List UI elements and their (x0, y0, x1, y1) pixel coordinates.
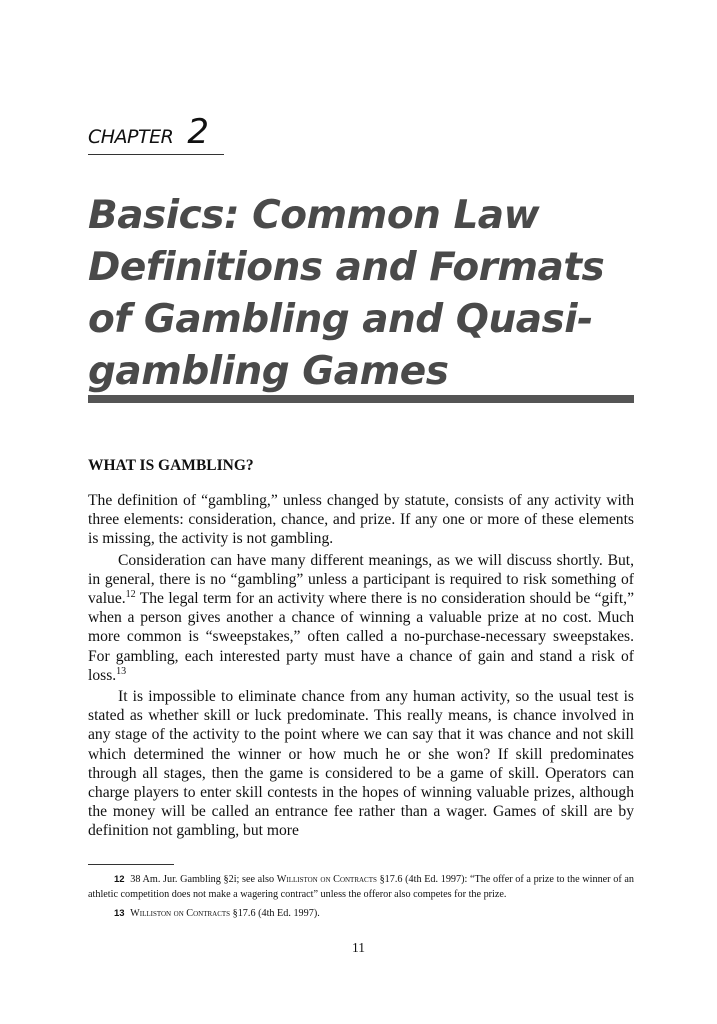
footnote-13 (88, 906, 634, 921)
title-line: gambling Games (88, 349, 449, 394)
chapter-number: 2 (187, 112, 209, 152)
paragraph-1: The definition of “gambling,” unless changed by statute, consists of any activity with three elements: consideration, chance, and prize. If any one or more of these elements is missing, the activity is not gambling. (88, 492, 634, 548)
footnote-text-pre: 38 Am. Jur. Gambling §2i; see also (130, 874, 277, 885)
footnote-citation: Williston on Contracts (130, 908, 231, 919)
paragraph-2-part-a: Consideration can have many different meanings, as we will discuss shortly. But, in general, there is no “gambling” unless a participant is required to risk something of value. (88, 551, 634, 608)
footnote-ref-12[interactable]: 12 (125, 588, 136, 600)
chapter-title (88, 190, 648, 398)
title-line: Definitions and Formats (88, 245, 605, 290)
title-divider (88, 395, 634, 403)
footnote-text-post: §17.6 (4th Ed. 1997): “The offer of a prize to the winner of an athletic competition does not make a wagering contract” unless the offeror also competes for the prize. (88, 874, 634, 900)
footnote-number: 13 (114, 908, 125, 919)
body-text (88, 491, 634, 841)
footnote-text-post: §17.6 (4th Ed. 1997). (230, 908, 320, 919)
title-line: Basics: Common Law (88, 193, 540, 238)
paragraph-3: It is impossible to eliminate chance from any human activity, so the usual test is stated as whether skill or luck predominate. This really means, is chance involved in any stage of the activity to the point where we can say that it was chance and not skill which determined the winner or how much he or she won? If skill predominates through all stages, then the game is considered to be a game of skill. Operators can charge players to enter skill contests in the hopes of winning valuable prizes, although the money will be called an entrance fee rather than a wager. Games of skill are by definition not gambling, but more (88, 688, 634, 840)
footnote-divider (88, 864, 174, 865)
title-line: of Gambling and Quasi- (88, 297, 593, 342)
page-number: 11 (352, 940, 365, 955)
footnote-number: 12 (114, 874, 125, 885)
paragraph-2 (88, 551, 634, 685)
footnotes (88, 872, 634, 925)
footnote-12 (88, 872, 634, 902)
section-heading: WHAT IS GAMBLING? (88, 457, 254, 474)
footnote-citation: Williston on Contracts (276, 874, 377, 885)
footnote-ref-13[interactable]: 13 (116, 665, 127, 677)
chapter-label (88, 112, 224, 155)
paragraph-2-part-b: The legal term for an activity where there is no consideration should be “gift,” when a person gives another a chance of winning a valuable prize at no cost. Much more common is “sweepstakes,” often called a no-purchase-necessary sweepstakes. For gambling, each interested party must have a chance of gain and stand a risk of loss. (88, 590, 634, 684)
chapter-word: CHAPTER (88, 126, 174, 148)
